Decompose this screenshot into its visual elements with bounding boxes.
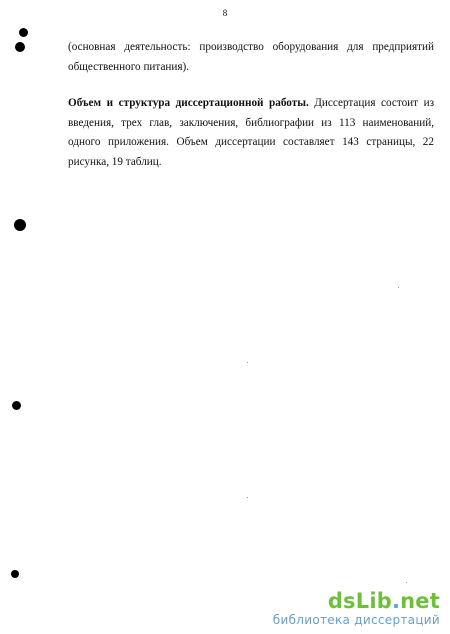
punch-hole-mark (11, 570, 19, 578)
watermark-caption: библиотека диссертаций (272, 613, 440, 627)
punch-hole-mark (19, 28, 28, 37)
page-number: 8 (222, 8, 228, 18)
paragraph-body: Диссертация состоит из введения, трех глав, заключения, библиографии из 113 наименований, одного приложения. Объем диссертации составляет 143 страницы, 22 рисунка, 19 таблиц. (68, 97, 434, 168)
scan-speck (247, 497, 248, 498)
punch-hole-mark (12, 401, 21, 410)
scan-speck (247, 362, 248, 363)
paragraph-structure (68, 94, 434, 172)
watermark-logo: dsLib.net (327, 589, 440, 613)
scan-speck (406, 582, 407, 583)
scan-speck (398, 287, 399, 288)
dslib-watermark (273, 589, 440, 628)
punch-hole-mark (14, 219, 26, 231)
paragraph-heading: Объем и структура диссертационной работы. (68, 97, 309, 109)
punch-hole-mark (15, 42, 25, 52)
paragraph-activity: (основная деятельность: производство оборудования для предприятий общественного питания). (68, 41, 434, 73)
